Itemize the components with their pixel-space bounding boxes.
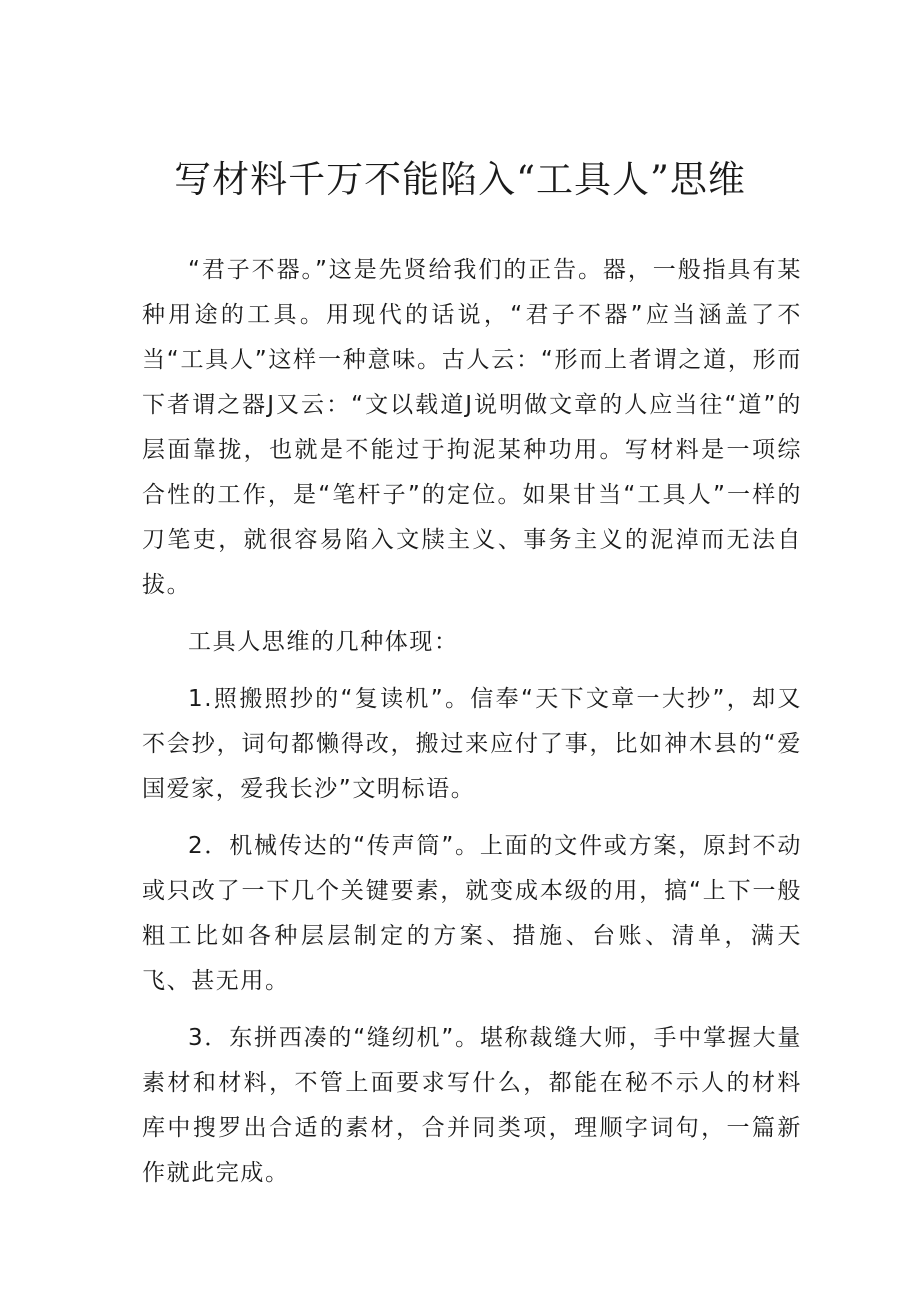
paragraph-item-1: 1.照搬照抄的“复读机”。信奉“天下文章一大抄”，却又不会抄，词句都懒得改，搬过来应付了事，比如神木县的“爱国爱家，爱我长沙”文明标语。 bbox=[142, 686, 802, 802]
document-title: 写材料千万不能陷入“工具人”思维 bbox=[174, 158, 746, 201]
document-body bbox=[142, 248, 802, 1196]
paragraph-item-2: 2．机械传达的“传声筒”。上面的文件或方案，原封不动或只改了一下几个关键要素，就变成本级的用，搞“上下一般粗工比如各种层层制定的方案、措施、台账、清单，满天飞、甚无用。 bbox=[142, 833, 802, 994]
paragraph-intro: “君子不器。”这是先贤给我们的正告。器，一般指具有某种用途的工具。用现代的话说，“君子不器”应当涵盖了不当“工具人”这样一种意味。古人云：“形而上者谓之道，形而下者谓之器J又云：“文以载道J说明做文章的人应当往“道”的层面靠拢，也就是不能过于拘泥某种功用。写材料是一项综合性的工作，是“笔杆子”的定位。如果甘当“工具人”一样的刀笔吏，就很容易陷入文牍主义、事务主义的泥淖而无法自拔。 bbox=[142, 257, 802, 598]
paragraph-list-heading: 工具人思维的几种体现： bbox=[188, 629, 459, 655]
paragraph-item-3: 3．东拼西凑的“缝纫机”。堪称裁缝大师，手中掌握大量素材和材料，不管上面要求写什么，都能在秘不示人的材料库中搜罗出合适的素材，合并同类项，理顺字词句，一篇新作就此完成。 bbox=[142, 1025, 802, 1186]
